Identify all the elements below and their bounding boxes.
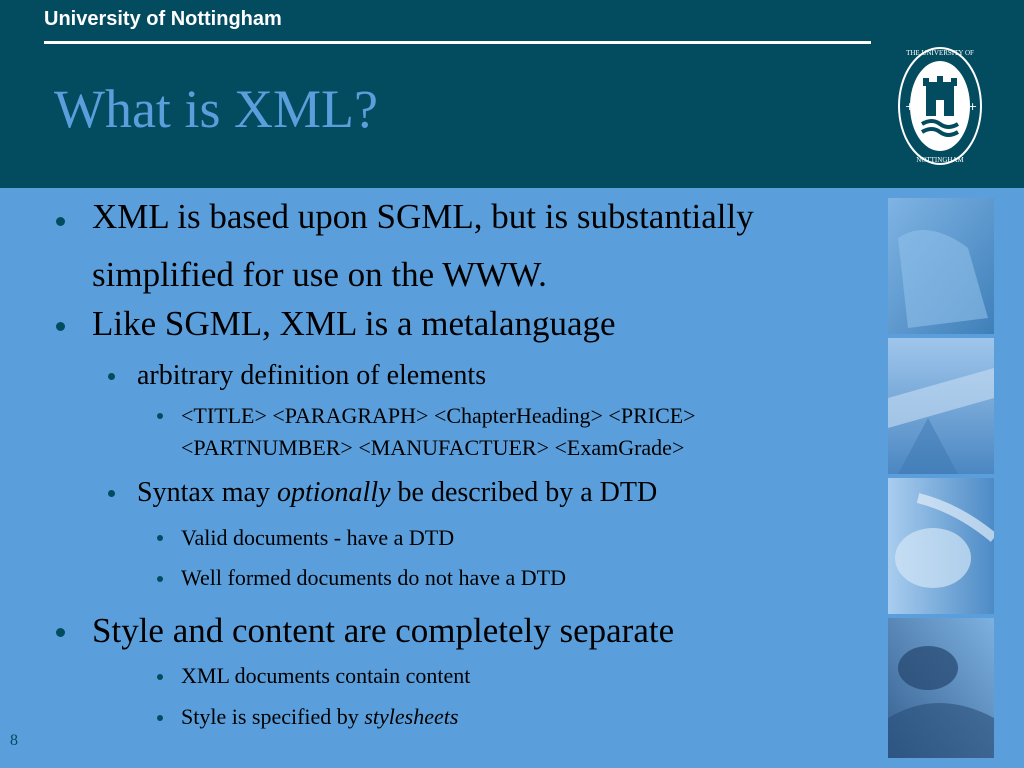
bullet-arbitrary-elements: arbitrary definition of elements [137,360,487,391]
bullet-valid-documents: Valid documents - have a DTD [181,525,455,550]
bullet-dot [157,413,163,419]
bullet-xml-contains-content: XML documents contain content [181,663,471,688]
bullet-dot [56,322,65,331]
svg-text:+: + [905,100,915,113]
crest-bottom-text: NOTTINGHAM [916,156,964,164]
bullet-dot [56,217,65,226]
bullet-dot [157,576,163,582]
bullet-syntax-dtd: Syntax may optionally be described by a DTD [137,477,658,508]
bullet-style-content-separate: Style and content are completely separate [92,611,675,650]
crest-top-text: THE UNIVERSITY OF [906,49,974,57]
bullet-dot [108,373,115,380]
bullet-well-formed-documents: Well formed documents do not have a DTD [181,565,566,590]
decorative-photo-strip [888,198,994,758]
organization-name: University of Nottingham [44,8,282,30]
bullet-dot [157,535,163,541]
bullet-dot [108,490,115,497]
bullet-dot [56,628,65,637]
bullet-metalanguage: Like SGML, XML is a metalanguage [92,304,616,343]
bullet-element-examples: <TITLE> <PARAGRAPH> <ChapterHeading> <PRICE> <PARTNUMBER> <MANUFACTUER> <ExamGrade> [181,403,696,460]
svg-text:+: + [968,100,978,113]
bullet-xml-based-on-sgml: XML is based upon SGML, but is substantially simplified for use on the WWW. [92,197,754,294]
bullet-dot [157,715,163,721]
page-number: 8 [10,732,18,749]
bullet-stylesheets: Style is specified by stylesheets [181,704,459,729]
bullet-dot [157,674,163,680]
slide-title: What is XML? [54,79,378,139]
